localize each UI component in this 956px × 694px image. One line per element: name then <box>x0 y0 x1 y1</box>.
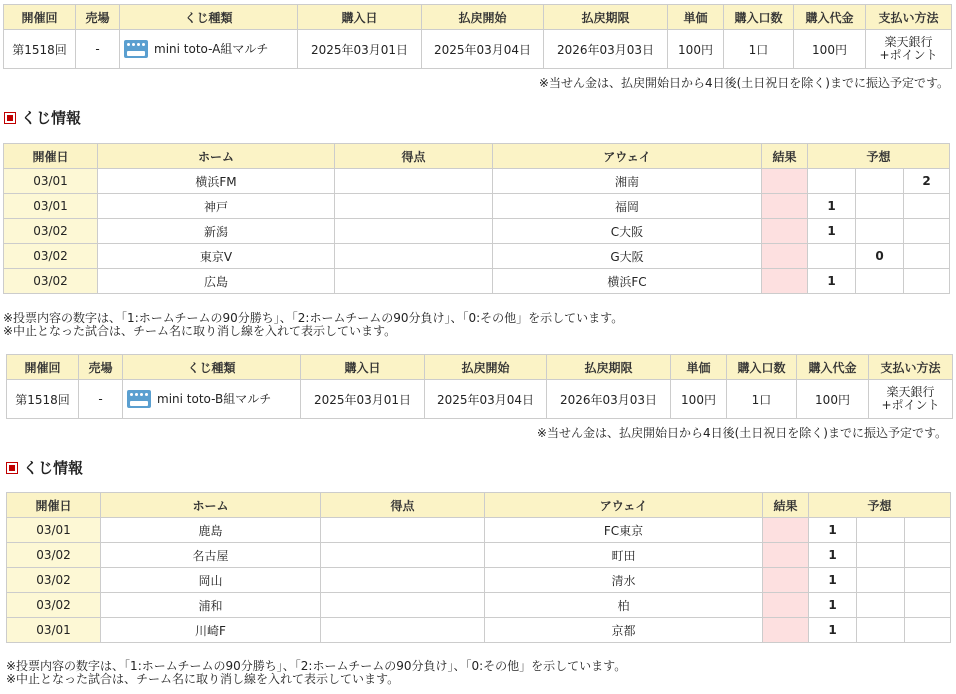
purchase-row <box>4 30 952 69</box>
col-prediction: 予想 <box>808 144 950 169</box>
match-row: 03/01 横浜FM 湘南 2 <box>4 169 950 194</box>
col-purchase-date: 購入日 <box>301 355 425 380</box>
payout-deadline: 2026年03月03日 <box>544 30 668 69</box>
kind-cell <box>123 380 301 419</box>
footnote-vote-legend: ※投票内容の数字は、「1:ホームチームの90分勝ち」、「2:ホームチームの90分負け」、「0:その他」を示しています。 <box>6 659 627 673</box>
match-info-b <box>6 492 951 643</box>
match-row: 03/02 浦和 柏 1 <box>7 593 951 618</box>
col-payout-deadline: 払戻期限 <box>547 355 671 380</box>
purchase-table <box>3 4 952 69</box>
col-payout-deadline: 払戻期限 <box>544 5 668 30</box>
footnote-cancelled: ※中止となった試合は、チーム名に取り消し線を入れて表示しています。 <box>6 672 400 686</box>
col-result: 結果 <box>762 144 808 169</box>
payout-note: ※当せん金は、払戻開始日から4日後(土日祝日を除く)までに振込予定です。 <box>536 426 947 440</box>
purchase-row <box>7 380 953 419</box>
amount: 100円 <box>794 30 866 69</box>
match-row: 03/01 川崎F 京都 1 <box>7 618 951 643</box>
shop: - <box>76 30 120 69</box>
col-shop: 売場 <box>79 355 123 380</box>
match-row: 03/02 岡山 清水 1 <box>7 568 951 593</box>
units: 1口 <box>727 380 797 419</box>
col-away: アウェイ <box>485 493 763 518</box>
col-unit-price: 単価 <box>668 5 724 30</box>
match-table <box>6 492 951 643</box>
match-info-a <box>3 143 950 294</box>
payout-note: ※当せん金は、払戻開始日から4日後(土日祝日を除く)までに振込予定です。 <box>538 76 949 90</box>
col-result: 結果 <box>763 493 809 518</box>
kind-cell <box>120 30 298 69</box>
col-payment: 支払い方法 <box>869 355 953 380</box>
col-shop: 売場 <box>76 5 120 30</box>
purchase-date: 2025年03月01日 <box>298 30 422 69</box>
shop: - <box>79 380 123 419</box>
purchase-date: 2025年03月01日 <box>301 380 425 419</box>
col-amount: 購入代金 <box>794 5 866 30</box>
payout-start: 2025年03月04日 <box>425 380 547 419</box>
match-table <box>3 143 950 294</box>
col-kind: くじ種類 <box>120 5 298 30</box>
col-prediction: 予想 <box>809 493 951 518</box>
payout-start: 2025年03月04日 <box>422 30 544 69</box>
payment-method: 楽天銀行 +ポイント <box>866 30 952 69</box>
match-row: 03/01 神戸 福岡 1 <box>4 194 950 219</box>
col-score: 得点 <box>335 144 493 169</box>
mini-toto-logo-icon <box>124 40 148 58</box>
footnote-vote-legend: ※投票内容の数字は、「1:ホームチームの90分勝ち」、「2:ホームチームの90分負け」、「0:その他」を示しています。 <box>3 311 624 325</box>
purchase-header-row <box>4 5 952 30</box>
section-title-a: くじ情報 <box>4 107 81 128</box>
payment-method: 楽天銀行 +ポイント <box>869 380 953 419</box>
col-payout-start: 払戻開始 <box>422 5 544 30</box>
col-amount: 購入代金 <box>797 355 869 380</box>
col-home: ホーム <box>98 144 335 169</box>
section-title-b: くじ情報 <box>6 457 83 478</box>
footnotes-b <box>6 660 626 686</box>
col-kind: くじ種類 <box>123 355 301 380</box>
unit-price: 100円 <box>671 380 727 419</box>
match-header-row <box>4 144 950 169</box>
ticket-b <box>6 354 953 441</box>
col-home: ホーム <box>101 493 321 518</box>
col-date: 開催日 <box>4 144 98 169</box>
col-purchase-date: 購入日 <box>298 5 422 30</box>
amount: 100円 <box>797 380 869 419</box>
section-marker-icon <box>4 112 16 124</box>
kind: mini toto-B組マルチ <box>157 391 272 406</box>
match-row: 03/02 東京V G大阪 0 <box>4 244 950 269</box>
purchase-table <box>6 354 953 419</box>
purchase-header-row <box>7 355 953 380</box>
col-round: 開催回 <box>7 355 79 380</box>
col-score: 得点 <box>321 493 485 518</box>
footnotes-a <box>3 312 623 338</box>
col-payment: 支払い方法 <box>866 5 952 30</box>
match-row: 03/02 名古屋 町田 1 <box>7 543 951 568</box>
col-unit-price: 単価 <box>671 355 727 380</box>
ticket-a <box>3 4 952 91</box>
payout-deadline: 2026年03月03日 <box>547 380 671 419</box>
mini-toto-logo-icon <box>127 390 151 408</box>
col-units: 購入口数 <box>727 355 797 380</box>
col-payout-start: 払戻開始 <box>425 355 547 380</box>
match-row: 03/01 鹿島 FC東京 1 <box>7 518 951 543</box>
round: 第1518回 <box>4 30 76 69</box>
match-row: 03/02 広島 横浜FC 1 <box>4 269 950 294</box>
unit-price: 100円 <box>668 30 724 69</box>
kind: mini toto-A組マルチ <box>154 41 269 56</box>
section-marker-icon <box>6 462 18 474</box>
col-away: アウェイ <box>493 144 762 169</box>
units: 1口 <box>724 30 794 69</box>
match-row: 03/02 新潟 C大阪 1 <box>4 219 950 244</box>
col-date: 開催日 <box>7 493 101 518</box>
round: 第1518回 <box>7 380 79 419</box>
col-round: 開催回 <box>4 5 76 30</box>
match-header-row <box>7 493 951 518</box>
col-units: 購入口数 <box>724 5 794 30</box>
footnote-cancelled: ※中止となった試合は、チーム名に取り消し線を入れて表示しています。 <box>3 324 397 338</box>
